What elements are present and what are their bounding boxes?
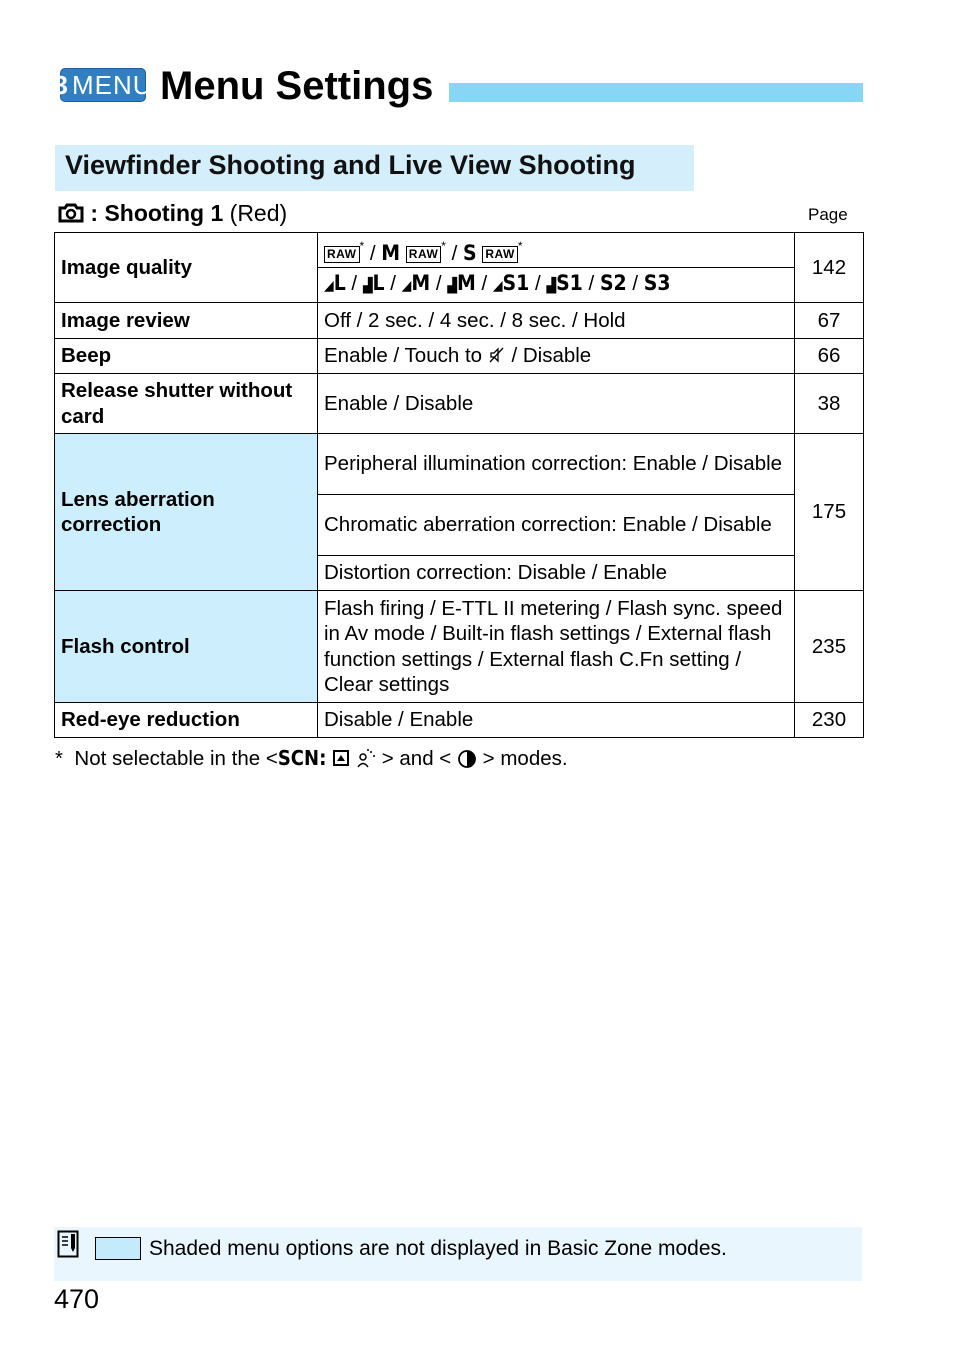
page-ref: 67 [795,303,864,339]
setting-name: Flash control [55,591,318,703]
title-accent-bar [449,83,863,102]
image-quality-raw-options: RAW* / M RAW* / S RAW* [318,233,795,268]
page-ref: 142 [795,233,864,303]
setting-options: Peripheral illumination correction: Enable / Disable [318,434,795,495]
setting-options: Disable / Enable [318,703,795,738]
setting-name: Beep [55,339,318,374]
setting-options: Off / 2 sec. / 4 sec. / 8 sec. / Hold [318,303,795,339]
table-row [55,591,864,703]
setting-options: Flash firing / E-TTL II metering / Flash sync. speed in Av mode / Built-in flash settings / External flash function settings / External flash C.Fn setting / Clear settings [318,591,795,703]
shaded-swatch [95,1237,141,1260]
table-row [55,434,864,495]
beep-options-text-end: / Disable [511,344,592,368]
note-pencil-icon [57,1230,79,1258]
setting-options: Chromatic aberration correction: Enable / Disable [318,495,795,556]
settings-table [54,232,864,738]
setting-name: Lens aberration correction [55,434,318,591]
raw-icon: RAW [324,246,360,263]
menu-tab-badge [53,68,153,102]
table-row [55,339,864,374]
creative-auto-icon [451,747,482,770]
setting-name: Image review [55,303,318,339]
scn-mode-label: SCN [277,746,320,770]
setting-options: Enable / Disable [318,374,795,434]
mraw-icon: RAW [406,246,442,263]
hdr-backlight-icon [332,747,356,770]
setting-name: Image quality [55,233,318,303]
table-row [55,374,864,434]
page-ref: 66 [795,339,864,374]
table-row [55,233,864,268]
page-ref: 235 [795,591,864,703]
night-portrait-icon [356,747,382,770]
shooting-tab-heading [58,198,287,228]
footnote: * Not selectable in the <SCN: > and < > modes. [55,746,568,770]
setting-options: Distortion correction: Disable / Enable [318,556,795,591]
page-title: Menu Settings [160,64,434,108]
sraw-icon: RAW [482,246,518,263]
setting-name: Release shutter without card [55,374,318,434]
setting-name: Red-eye reduction [55,703,318,738]
tab-label: : Shooting 1 [90,200,224,226]
page-ref: 38 [795,374,864,434]
footnote-star: * [55,747,63,770]
table-row [55,703,864,738]
page-column-label: Page [808,205,848,224]
menu-badge-number: 3 [53,69,69,100]
image-quality-jpeg-options: ◢L / ▟L / ◢M / ▟M / ◢S1 / ▟S1 / S2 / S3 [318,268,795,303]
page-ref: 175 [795,434,864,591]
speaker-mute-icon [488,344,512,367]
note-text: Shaded menu options are not displayed in Basic Zone modes. [149,1237,727,1260]
beep-options-text: Enable / Touch to [324,344,483,368]
camera-icon [58,200,90,226]
footnote-text: Not selectable in the < [74,747,278,770]
tab-color: (Red) [229,200,288,226]
section-heading: Viewfinder Shooting and Live View Shooting [55,145,694,191]
setting-options [318,339,795,374]
footnote-text-2: > and < [381,747,452,770]
menu-badge-text: MENU [71,69,153,100]
footnote-text-3: > modes. [482,747,568,770]
page-ref: 230 [795,703,864,738]
table-row [55,303,864,339]
page-number: 470 [54,1284,100,1314]
